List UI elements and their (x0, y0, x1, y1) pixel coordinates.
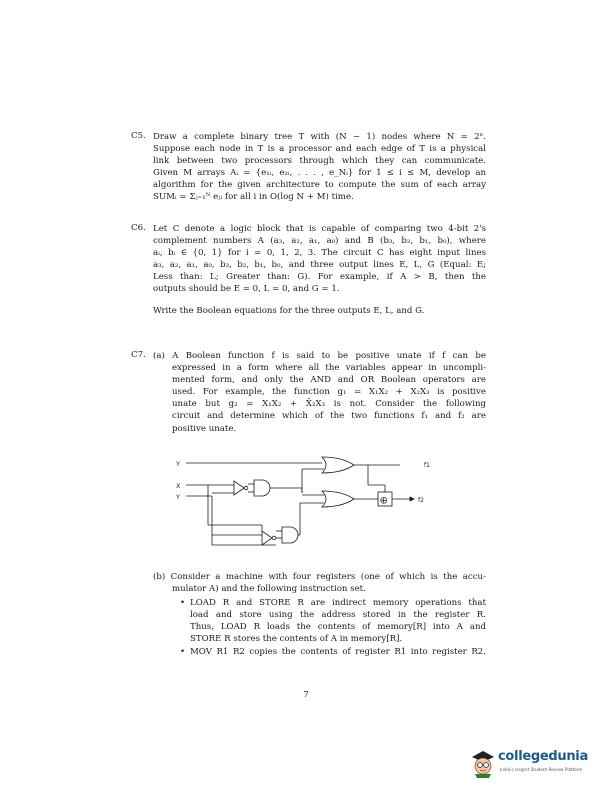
bullet-line: load and store using the address stored in the register R. (190, 610, 486, 621)
question-c6-text (153, 223, 486, 317)
label-y: Y (176, 493, 180, 501)
label-x: X (176, 482, 181, 490)
question-c5-number: C5. (131, 131, 146, 141)
logo-wordmark: collegedunia (498, 749, 588, 764)
label-y-top: Y (176, 460, 180, 468)
label-f2: f2 (418, 497, 424, 504)
instruction-item (180, 646, 486, 658)
c7a-line: circuit and determine which of the two functions f₁ and f₂ are (172, 411, 486, 422)
not-bubble (244, 486, 248, 490)
not-gate-2 (262, 531, 272, 545)
question-c7-number: C7. (131, 350, 146, 360)
not-bubble (272, 536, 276, 540)
label-f1: f1 (424, 462, 430, 469)
bullet-line: STORE R stores the contents of A in memory[R]. (190, 634, 403, 645)
page-number: 7 (303, 690, 309, 700)
c5-line: Given M arrays Aᵢ = {e₁ᵢ, e₂ᵢ, . . . , e_Nᵢ} for 1 ≤ i ≤ M, develop an (153, 168, 486, 179)
c5-line: Suppose each node in T is a processor and each edge of T is a physical (153, 144, 486, 155)
logic-circuit-diagram (172, 455, 442, 555)
c6-line: aᵢ, bᵢ ∈ {0, 1} for i = 0, 1, 2, 3. The circuit C has eight input lines (153, 248, 486, 259)
question-c5-text (153, 131, 486, 204)
instruction-item (180, 597, 486, 645)
c7b-line: (b) Consider a machine with four registers (one of which is the accu- (153, 572, 486, 582)
c6-line: outputs should be E = 0, L = 0, and G = 1. (153, 284, 340, 295)
c7a-line: unate but g₂ = X₁X₂ + X̄₂X₃ is not. Consider the following (172, 399, 486, 410)
logo-tagline: India's largest Student Review Platform (500, 767, 583, 772)
and-gate-2 (282, 527, 298, 543)
c5-line: algorithm for the given architecture to compute the sum of each array (153, 180, 486, 191)
c7b-line: mulator A) and the following instruction set. (172, 584, 366, 595)
c7a-line: used. For example, the function g₁ = X₁X₂ + X₂X₃ is positive (172, 387, 486, 398)
bullet-line: • MOV R1 R2 copies the contents of register R1 into register R2. (190, 646, 486, 657)
c6-line: a₃, a₂, a₁, a₀, b₃, b₂, b₁, b₀, and three output lines E, L, G (Equal: E; (153, 260, 486, 271)
c6-line: Let C denote a logic block that is capable of comparing two 4-bit 2's (153, 224, 486, 234)
bullet-line: • LOAD R and STORE R are indirect memory operations that (190, 598, 486, 609)
c5-line: SUMᵢ = Σⱼ₌₁ᴺ eⱼᵢ for all i in O(log N + M) time. (153, 192, 354, 203)
question-c7b-text (153, 571, 486, 658)
not-gate-1 (234, 481, 244, 495)
c6-line: Less than: L; Greater than: G). For example, if A > B, then the (153, 272, 486, 283)
question-c7a-text (153, 350, 486, 435)
or-gate-1 (322, 457, 354, 473)
mascot-icon (470, 748, 496, 778)
and-gate-1 (254, 480, 270, 496)
c5-line: Draw a complete binary tree T with (N − 1) nodes where N = 2ⁿ. (153, 132, 486, 142)
collegedunia-logo (470, 748, 590, 780)
c7a-line: (a) A Boolean function f is said to be positive unate if f can be (153, 351, 486, 361)
c7a-line: expressed in a form where all the variables appear in uncompli- (172, 363, 486, 374)
arrow-head (410, 497, 414, 501)
c6-instruction: Write the Boolean equations for the three outputs E, L, and G. (153, 305, 425, 316)
or-gate-2 (322, 491, 354, 507)
c5-line: link between two processors through which they can communicate. (153, 156, 486, 167)
c7a-line: mented form, and only the AND and OR Boolean operators are (172, 375, 486, 386)
c7a-line: positive unate. (172, 423, 237, 434)
instruction-list (180, 597, 486, 657)
c6-line: complement numbers A (a₃, a₂, a₁, a₀) and B (b₃, b₂, b₁, b₀), where (153, 236, 486, 247)
bullet-line: Thus, LOAD R loads the contents of memory[R] into A and (190, 622, 486, 633)
xor-symbol: ⊕ (379, 495, 388, 507)
question-c6-number: C6. (131, 223, 146, 233)
